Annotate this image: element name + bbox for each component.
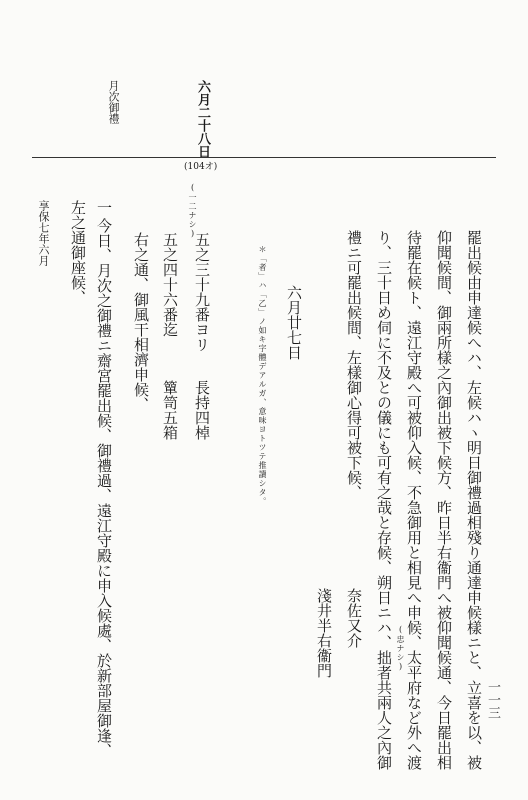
text-line-1-extra: 長持四棹	[193, 380, 211, 440]
body-line-4: り、三十日め伺に不及との儀にも可有之哉と存候、朔日ニハ、拙者共兩人之內御	[375, 230, 393, 770]
text-line-3: 右之通、御風干相濟申候、	[132, 232, 150, 412]
item-marker: 一	[95, 200, 113, 215]
sender-1: 奈佐又介	[345, 588, 363, 648]
text-line-5: 左之通御座候、	[69, 200, 87, 305]
horizontal-rule	[32, 157, 496, 158]
sender-2: 淺井半右衞門	[315, 588, 333, 678]
gloss-note: (一二ナシ)	[188, 183, 197, 239]
footnote: ＊「者」ハ「乙」ノ如キ字體デアルガ、意味ヨトツテ推讀シタ。	[258, 245, 267, 506]
date-heading: 六月二十八日	[195, 80, 210, 158]
gloss-top: (忠ナシ)	[396, 625, 405, 672]
date-side: 享保七年六月	[37, 200, 50, 266]
body-line-2: 仰聞候間、御兩所樣之內御出被下候方、昨日半右衞門へ被仰聞候通、今日罷出相	[435, 230, 453, 770]
text-line-4: 今日、月次之御禮ニ齋宮罷出候、御禮過、遠江守殿に申入候處、於新部屋御逢、	[95, 218, 113, 758]
page-note: (104オ)	[184, 162, 218, 172]
body-line-3: 待罷在候ト、遠江守殿へ可被仰入候、不急御用と相見へ申候、太平府など外へ渡	[405, 230, 423, 770]
text-line-1: 五之三十九番ヨリ	[193, 232, 211, 352]
text-line-2: 五之四十六番迄	[161, 232, 179, 337]
marginal-label: 月次御禮	[107, 80, 120, 124]
body-line-1: 罷出候由申達候へハ、左候ハヽ明日御禮過相殘り通達申候樣ニと、立喜を以、被	[465, 230, 483, 770]
page-number: 一一三	[485, 680, 500, 719]
date-line: 六月廿七日	[285, 285, 303, 360]
text-line-2-extra: 簞笥五箱	[161, 380, 179, 440]
body-line-5: 禮ニ可罷出候間、左樣御心得可被下候、	[345, 230, 363, 500]
